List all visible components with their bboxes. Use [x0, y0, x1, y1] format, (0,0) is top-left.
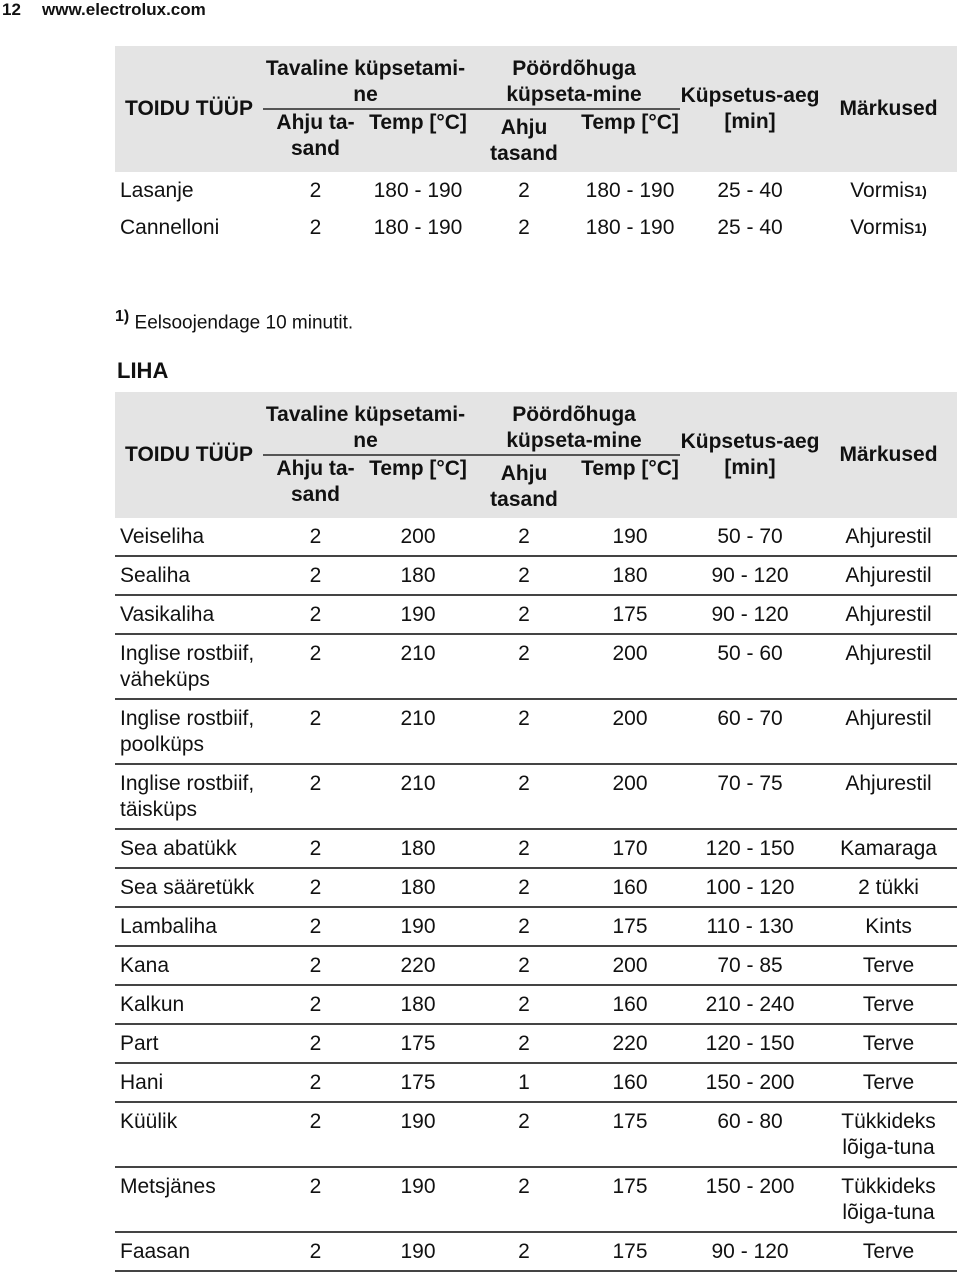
temp-cell: 210: [400, 772, 436, 795]
temp-cell: 210: [400, 707, 436, 730]
level-cell: 2: [518, 1175, 530, 1198]
note-cell: Terve: [862, 993, 915, 1016]
table-row: [115, 1232, 957, 1271]
food-cell: Sea sääretükk: [120, 876, 255, 899]
meat-table: [115, 392, 957, 1272]
table-row: [115, 907, 957, 946]
level-cell: 2: [309, 216, 322, 239]
food-cell: Cannelloni: [120, 216, 220, 239]
level-cell: 2: [518, 772, 530, 795]
level-cell: 2: [309, 954, 322, 977]
level-cell: 2: [518, 603, 530, 626]
level-cell: 2: [518, 1110, 530, 1133]
temp-cell: 175: [400, 1071, 436, 1094]
level-cell: 2: [518, 837, 530, 860]
header-fan: Pöördõhuga küpseta-mine: [468, 46, 680, 109]
note-cell: Vormis$^{1)}$: [850, 179, 927, 202]
table-row: [115, 868, 957, 907]
note-cell: Ahjurestil: [845, 564, 932, 587]
header-fan: Pöördõhuga küpseta-mine: [468, 392, 680, 455]
level-cell: 2: [309, 1175, 322, 1198]
table-row: [115, 518, 957, 556]
food-cell: Kana: [120, 954, 170, 977]
header-conventional: Tavaline küpsetami-ne: [263, 392, 468, 455]
time-cell: 110 - 130: [706, 915, 794, 938]
temp-cell: 175: [400, 1032, 436, 1055]
food-cell: Faasan: [120, 1240, 191, 1263]
temp-cell: 175: [612, 603, 648, 626]
section-title: LIHA: [117, 358, 169, 383]
level-cell: 2: [518, 954, 530, 977]
temp-cell: 220: [400, 954, 436, 977]
level-cell: 2: [518, 216, 530, 239]
page-number: 12: [2, 0, 21, 19]
table-row: [115, 699, 957, 764]
temp-cell: 190: [612, 525, 648, 548]
temp-cell: 200: [400, 525, 436, 548]
table-row: [115, 634, 957, 699]
level-cell: 2: [518, 179, 530, 202]
temp-cell: 175: [612, 915, 648, 938]
level-cell: 2: [309, 1240, 322, 1263]
note-cell: Ahjurestil: [845, 525, 932, 548]
food-cell: Küülik: [120, 1110, 178, 1133]
header-conventional: Tavaline küpsetami-ne: [263, 46, 468, 109]
table-row: [115, 985, 957, 1024]
temp-cell: 200: [612, 642, 648, 665]
food-cell: Part: [120, 1032, 159, 1055]
temp-cell: 180 - 190: [585, 216, 675, 239]
food-cell: Hani: [120, 1071, 164, 1094]
temp-cell: 180: [612, 564, 648, 587]
food-cell: Veiseliha: [120, 525, 205, 548]
temp-cell: 210: [400, 642, 436, 665]
temp-cell: 180 - 190: [373, 179, 463, 202]
level-cell: 2: [309, 707, 322, 730]
temp-cell: 200: [612, 707, 648, 730]
level-cell: 1: [518, 1071, 530, 1094]
temp-cell: 190: [400, 603, 436, 626]
time-cell: 100 - 120: [705, 876, 795, 899]
level-cell: 2: [309, 915, 322, 938]
note-cell: Terve: [862, 954, 915, 977]
level-cell: 2: [518, 707, 530, 730]
temp-cell: 175: [612, 1240, 648, 1263]
pasta-table: [115, 46, 957, 246]
food-cell: Inglise rostbiif, täisküps: [120, 772, 255, 821]
temp-cell: 190: [400, 1110, 436, 1133]
header-notes: Märkused: [820, 392, 957, 518]
level-cell: 2: [518, 1032, 530, 1055]
time-cell: 120 - 150: [705, 837, 795, 860]
note-cell: 2 tükki: [858, 876, 919, 899]
time-cell: 210 - 240: [705, 993, 795, 1016]
time-cell: 90 - 120: [711, 603, 789, 626]
note-cell: Ahjurestil: [845, 642, 932, 665]
temp-cell: 220: [612, 1032, 648, 1055]
temp-cell: 160: [612, 876, 648, 899]
note-cell: Tükkideks lõiga-tuna: [841, 1175, 936, 1224]
note-cell: Kints: [865, 915, 912, 938]
level-cell: 2: [309, 525, 322, 548]
food-cell: Metsjänes: [120, 1175, 216, 1198]
time-cell: 150 - 200: [705, 1071, 795, 1094]
note-cell: Terve: [862, 1240, 915, 1263]
header-temp-conv: Temp [°C]: [368, 109, 468, 172]
time-cell: 60 - 70: [717, 707, 783, 730]
temp-cell: 180: [400, 837, 436, 860]
temp-cell: 200: [612, 772, 648, 795]
table-row: [115, 1063, 957, 1102]
table-row: [115, 764, 957, 829]
level-cell: 2: [309, 1071, 322, 1094]
table-row: [115, 209, 957, 246]
level-cell: 2: [518, 876, 530, 899]
level-cell: 2: [309, 772, 322, 795]
food-cell: Sea abatükk: [120, 837, 237, 860]
level-cell: 2: [309, 564, 322, 587]
time-cell: 25 - 40: [717, 216, 783, 239]
header-level-fan: Ahju tasand: [468, 455, 580, 518]
temp-cell: 180: [400, 564, 436, 587]
temp-cell: 175: [612, 1110, 648, 1133]
header-level-fan: Ahju tasand: [468, 109, 580, 172]
header-time: Küpsetus-aeg [min]: [680, 46, 820, 172]
temp-cell: 175: [612, 1175, 648, 1198]
table-row: [115, 172, 957, 209]
note-cell: Terve: [862, 1071, 915, 1094]
table-row: [115, 556, 957, 595]
temp-cell: 190: [400, 915, 436, 938]
table-row: [115, 595, 957, 634]
time-cell: 150 - 200: [705, 1175, 795, 1198]
level-cell: 2: [518, 564, 530, 587]
level-cell: 2: [518, 915, 530, 938]
header-temp-conv: Temp [°C]: [368, 455, 468, 518]
time-cell: 90 - 120: [711, 564, 789, 587]
table-row: [115, 829, 957, 868]
note-cell: Ahjurestil: [845, 603, 932, 626]
header-food-type: TOIDU TÜÜP: [115, 46, 263, 172]
food-cell: Lasanje: [120, 179, 194, 202]
header-temp-fan: Temp [°C]: [580, 455, 680, 518]
table-row: [115, 1167, 957, 1232]
footnote-mark: 1): [115, 308, 130, 325]
level-cell: 2: [309, 603, 322, 626]
level-cell: 2: [309, 1032, 322, 1055]
level-cell: 2: [518, 525, 530, 548]
header-level-conv: Ahju ta-sand: [263, 109, 368, 172]
temp-cell: 170: [612, 837, 648, 860]
header-food-type: TOIDU TÜÜP: [115, 392, 263, 518]
temp-cell: 180 - 190: [373, 216, 463, 239]
level-cell: 2: [309, 179, 322, 202]
level-cell: 2: [309, 1110, 322, 1133]
time-cell: 25 - 40: [717, 179, 783, 202]
level-cell: 2: [309, 876, 322, 899]
level-cell: 2: [518, 1240, 530, 1263]
note-cell: Tükkideks lõiga-tuna: [841, 1110, 936, 1159]
footnote-text: Eelsoojendage 10 minutit.: [134, 312, 354, 334]
time-cell: 50 - 60: [717, 642, 783, 665]
level-cell: 2: [309, 837, 322, 860]
time-cell: 50 - 70: [717, 525, 783, 548]
table-row: [115, 1102, 957, 1167]
note-cell: Terve: [862, 1032, 915, 1055]
header-time: Küpsetus-aeg [min]: [680, 392, 820, 518]
food-cell: Kalkun: [120, 993, 185, 1016]
level-cell: 2: [309, 993, 322, 1016]
note-cell: Ahjurestil: [845, 772, 932, 795]
food-cell: Vasikaliha: [120, 603, 215, 626]
header-level-conv: Ahju ta-sand: [263, 455, 368, 518]
header-temp-fan: Temp [°C]: [580, 109, 680, 172]
level-cell: 2: [518, 993, 530, 1016]
time-cell: 120 - 150: [705, 1032, 795, 1055]
note-cell: Ahjurestil: [845, 707, 932, 730]
footnote: [115, 308, 353, 334]
time-cell: 60 - 80: [717, 1110, 783, 1133]
table-row: [115, 1024, 957, 1063]
time-cell: 70 - 85: [717, 954, 783, 977]
food-cell: Lambaliha: [120, 915, 217, 938]
temp-cell: 180 - 190: [585, 179, 675, 202]
temp-cell: 160: [612, 993, 648, 1016]
time-cell: 90 - 120: [711, 1240, 789, 1263]
temp-cell: 180: [400, 993, 436, 1016]
temp-cell: 190: [400, 1240, 436, 1263]
temp-cell: 160: [612, 1071, 648, 1094]
header-notes: Märkused: [820, 46, 957, 172]
food-cell: Sealiha: [120, 564, 191, 587]
time-cell: 70 - 75: [717, 772, 783, 795]
temp-cell: 180: [400, 876, 436, 899]
table-row: [115, 946, 957, 985]
note-cell: Vormis$^{1)}$: [850, 216, 927, 239]
food-cell: Inglise rostbiif, poolküps: [120, 707, 255, 756]
temp-cell: 190: [400, 1175, 436, 1198]
level-cell: 2: [309, 642, 322, 665]
site-url: www.electrolux.com: [42, 0, 206, 19]
temp-cell: 200: [612, 954, 648, 977]
food-cell: Inglise rostbiif, väheküps: [120, 642, 255, 691]
level-cell: 2: [518, 642, 530, 665]
note-cell: Kamaraga: [840, 837, 937, 860]
page-header: [0, 0, 960, 22]
